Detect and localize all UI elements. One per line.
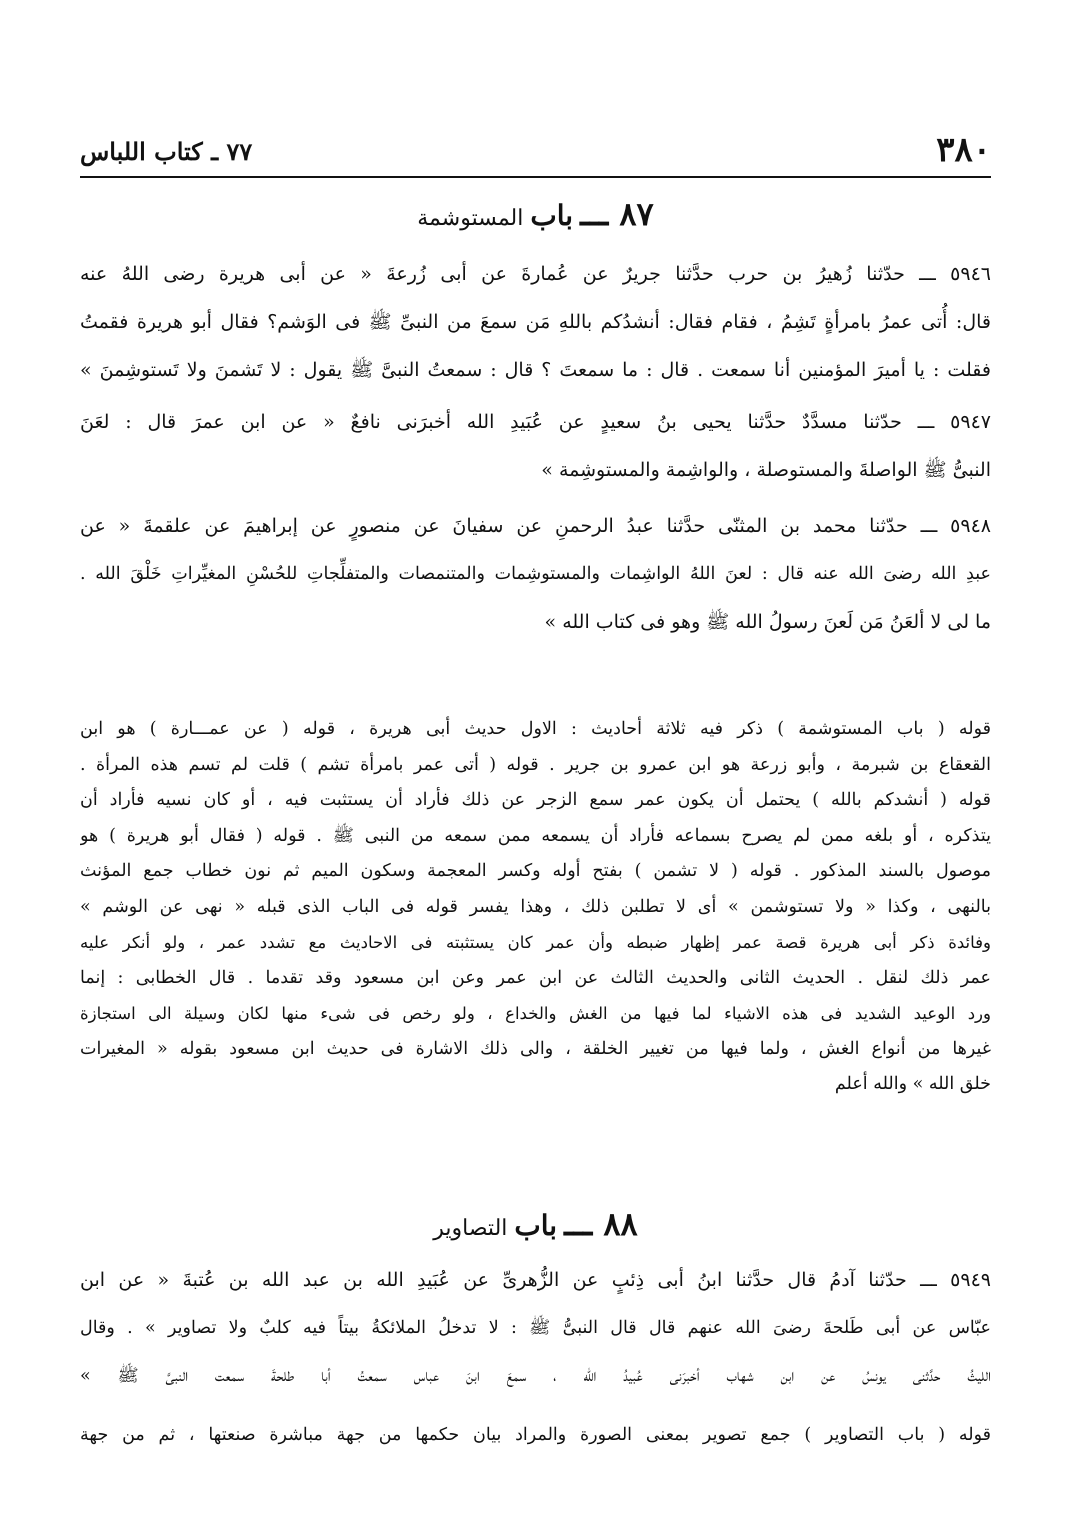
commentary-block [80, 712, 991, 1103]
commentary-line: غيرها من أنواع الغش ، ولما فيها من تغيير الخلقة ، والى ذلك الاشارة فى حديث ابن مسعود بقوله « المغيرات [80, 1038, 991, 1059]
commentary-line: القعقاع بن شبرمة ، وأبو زرعة هو ابن عمرو بن جرير . قوله ( أتى عمر بامرأة تشم ) قلت لم تسم هذه المرأة . [80, 754, 991, 775]
hadith-line: عبّاس عن أبى طَلحةَ رضىَ الله عنهم قال قال النبىُّ ﷺ : لا تدخلُ الملائكةُ بيتاً فيه كلبٌ ولا تصاوير » . وقال [80, 1318, 991, 1338]
hadith-line: ٥٩٤٦ ـــ حدّثنا زُهيرُ بن حرب حدَّثنا جريرٌ عن عُمارةَ عن أبى زُرعةَ « عن أبى هريرة رضى اللهُ عنه [80, 263, 991, 285]
commentary-line: ورد الوعيد الشديد فى هذه الاشياء لما فيها من الغش والخداع ، ولو رخص فى شىء منها لكان وسيلة الى استجازة [80, 1004, 991, 1023]
chapter-heading-87 [80, 194, 991, 239]
commentary-line: قوله ( باب المستوشمة ) ذكر فيه ثلاثة أحاديث : الاول حديث أبى هريرة ، قوله ( عن عمـــارة ) هو ابن [80, 719, 991, 739]
hadith-line: عبدِ الله رضىَ الله عنه قال : لعنَ اللهُ الواشِمات والمستوشِمات والمتنمصات والمتفلِّجاتِ للحُسْنِ المغيِّراتِ خَلْقَ الله . [80, 564, 991, 584]
commentary-line: وفائدة ذكر أبى هريرة قصة عمر إظهار ضبطه وأن عمر كان يستثبته فى الاحاديث مع تشدد عمر ، ولو أنكر عليه [80, 933, 991, 952]
hadith-line: قال: أُتى عمرُ بامرأةٍ تَشِمُ ، فقام فقال: أنشدُكم باللهِ مَن سمعَ من النبىِّ ﷺ فى الوَشم؟ فقال أبو هريرة فقمتُ [80, 311, 991, 333]
chapter-number: ٨٨ ـــ [564, 1205, 638, 1243]
hadith-line: ٥٩٤٨ ـــ حدّثنا محمد بن المثنّى حدَّثنا عبدُ الرحمنِ عن سفيانَ عن منصورٍ عن إبراهيمَ عن علقمةَ « عن [80, 515, 991, 537]
chapter-number: ٨٧ ـــ [580, 195, 654, 233]
hadith-line: ٥٩٤٩ ـــ حدّثنا آدمُ قال حدَّثنا ابنُ أبى ذِئبٍ عن الزُّهرىِّ عن عُبَيدِ الله بن عبد الله بن عُتبةَ « عن ابن [80, 1269, 991, 1291]
running-title: ٧٧ ـ كتاب اللباس [80, 137, 253, 166]
hadith-line: ٥٩٤٧ ـــ حدّثنا مسدَّدٌ حدَّثنا يحيى بنُ سعيدٍ عن عُبَيدِ الله أخبرَنى نافعٌ « عن ابن عمرَ قال : لعَنَ [80, 411, 991, 433]
commentary-line: عمر ذلك لنقل . الحديث الثانى والحديث الثالث عن ابن عمر وعن ابن مسعود وقد تقدما . قال الخطابى : إنما [80, 967, 991, 988]
chapter-title: المستوشمة [417, 206, 524, 231]
hadith-line: الليثُ حدَّثنى يونسُ عن ابن شهاب أخبرَنى عُبيدُ الله ، سمعَ ابنَ عباس سمعتُ أبا طلحةَ سمعت النبىَّ ﷺ » [80, 1366, 991, 1386]
page-header [80, 128, 991, 178]
hadith-block [80, 1256, 991, 1400]
commentary-line: موصول بالسند المذكور . قوله ( لا تشمن ) بفتح أوله وكسر المعجمة وسكون الميم ثم نون خطاب جمع المؤنث [80, 861, 991, 881]
commentary-line: قوله ( باب التصاوير ) جمع تصوير بمعنى الصورة والمراد بيان حكمها من جهة مباشرة صنعتها ، ثم من جهة [80, 1425, 991, 1445]
commentary-line: خلق الله » والله أعلم [834, 1074, 991, 1094]
chapter-title: التصاوير [433, 1216, 508, 1241]
hadith-line: ما لى لا ألعَنُ مَن لَعنَ رسولُ الله ﷺ وهو فى كتاب الله » [544, 611, 991, 633]
commentary-line: قوله ( أنشدكم بالله ) يحتمل أن يكون عمر سمع الزجر عن ذلك فأراد أن يستثبت فيه ، أو كان نسيه فأراد أن [80, 790, 991, 810]
commentary-line: بالنهى ، وكذا « ولا تستوشمن » أى لا تطلبن ذلك ، وهذا يفسر قوله فى الباب الذى قبله « نهى عن الوشم » [80, 896, 991, 917]
commentary-line: يتذكره ، أو بلغه ممن لم يصرح بسماعه فأراد أن يسمعه ممن سمعه من النبى ﷺ . قوله ( فقال أبو هريرة ) هو [80, 825, 991, 846]
chapter-heading-88 [80, 1204, 991, 1249]
chapter-bab-label: باب [514, 1209, 558, 1242]
chapter-bab-label: باب [530, 199, 574, 232]
page-number: ٣٨٠ [936, 130, 991, 170]
commentary-block [80, 1418, 991, 1454]
hadith-line: النبىُّ ﷺ الواصلةَ والمستوصلة ، والواشِمة والمستوشِمة » [541, 459, 991, 481]
hadith-block [80, 250, 991, 646]
hadith-line: فقلت : يا أميرَ المؤمنين أنا سمعت . قال : ما سمعتَ ؟ قال : سمعتُ النبىَّ ﷺ يقول : لا تَشمنَ ولا تَستوشِمنَ » [80, 359, 991, 381]
